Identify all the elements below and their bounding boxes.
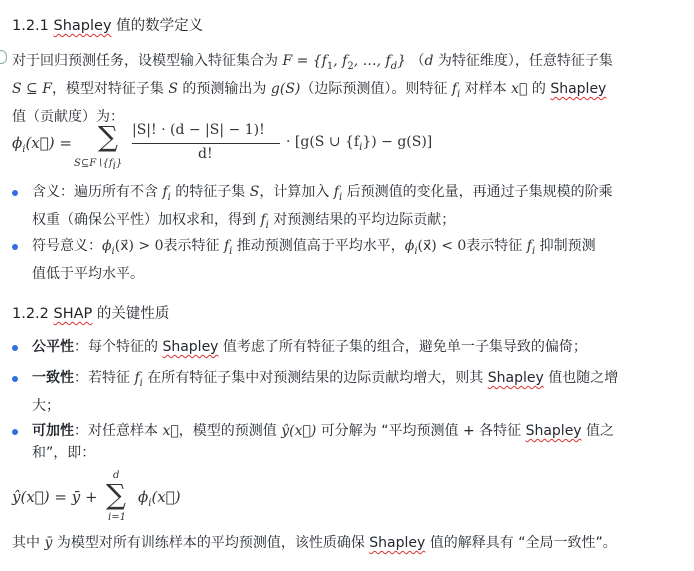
bullet-icon xyxy=(12,345,18,351)
list-item-fairness: 公平性：每个特征的 Shapley 值考虑了所有特征子集的组合，避免单一子集导致的偏倚； xyxy=(32,339,587,355)
section-heading-1-2-2: 1.2.2 SHAP 的关键性质 xyxy=(12,306,170,322)
list-item-consistency: 一致性：若特征 $f_i$ 在所有特征子集中对预测结果的边际贡献均增大，则其 Shapley 值也随之增 大； xyxy=(32,370,619,414)
bullet-icon xyxy=(12,244,18,250)
footer-paragraph: 其中 ȳ 为模型对所有训练样本的平均预测值，该性质确保 Shapley 值的解释具有 “全局一致性”。 xyxy=(12,535,617,551)
additivity-formula: ŷ(x⃗) = ȳ + d ∑ i=1 $\phi_i(x⃗)$ xyxy=(12,470,181,523)
section-heading-1-2-1: 1.2.1 Shapley 值的数学定义 xyxy=(12,18,204,34)
scroll-marker xyxy=(0,50,7,64)
bullet-icon xyxy=(12,376,18,382)
bullet-icon xyxy=(12,190,18,196)
bullet-icon xyxy=(12,429,18,435)
list-item-meaning: 含义：遍历所有不含 $f_i$ 的特征子集 S，计算加入 $f_i$ 后预测值的变化量，再通过子集规模的阶乘 权重（确保公平性）加权求和，得到 $f_i$ 对预测结果的平均边际贡献； xyxy=(32,184,613,231)
shapley-formula: $\phi_i(x⃗)$ = ∑ $S⊆F∖\{f_i\}$ |S|! · (d − |S| − 1)! d! · [g(S ∪ $\{f_i\}) - g(S)$] xyxy=(12,120,433,172)
intro-paragraph: 对于回归预测任务，设模型输入特征集合为 $F = \{f_1$, $f_2$, …, $f_d$} （d 为特征维度），任意特征子集 S ⊆ F，模型对特征子集 S 的预测输出为 g(S)（边际预测值）。则特征 $f_i$ 对样本 x⃗ 的 Shapley 值（贡献度）为： xyxy=(12,53,613,125)
list-item-additivity: 可加性：对任意样本 x⃗，模型的预测值 ŷ(x⃗) 可分解为 “平均预测值 + 各特征 Shapley 值之 和”，即： xyxy=(32,423,615,461)
list-item-sign: 符号意义：$\phi_i(x⃗) > 0$表示特征 $f_i$ 推动预测值高于平均水平，$\phi_i(x⃗) < 0$表示特征 $f_i$ 抑制预测 值低于平均水平。 xyxy=(32,238,596,282)
